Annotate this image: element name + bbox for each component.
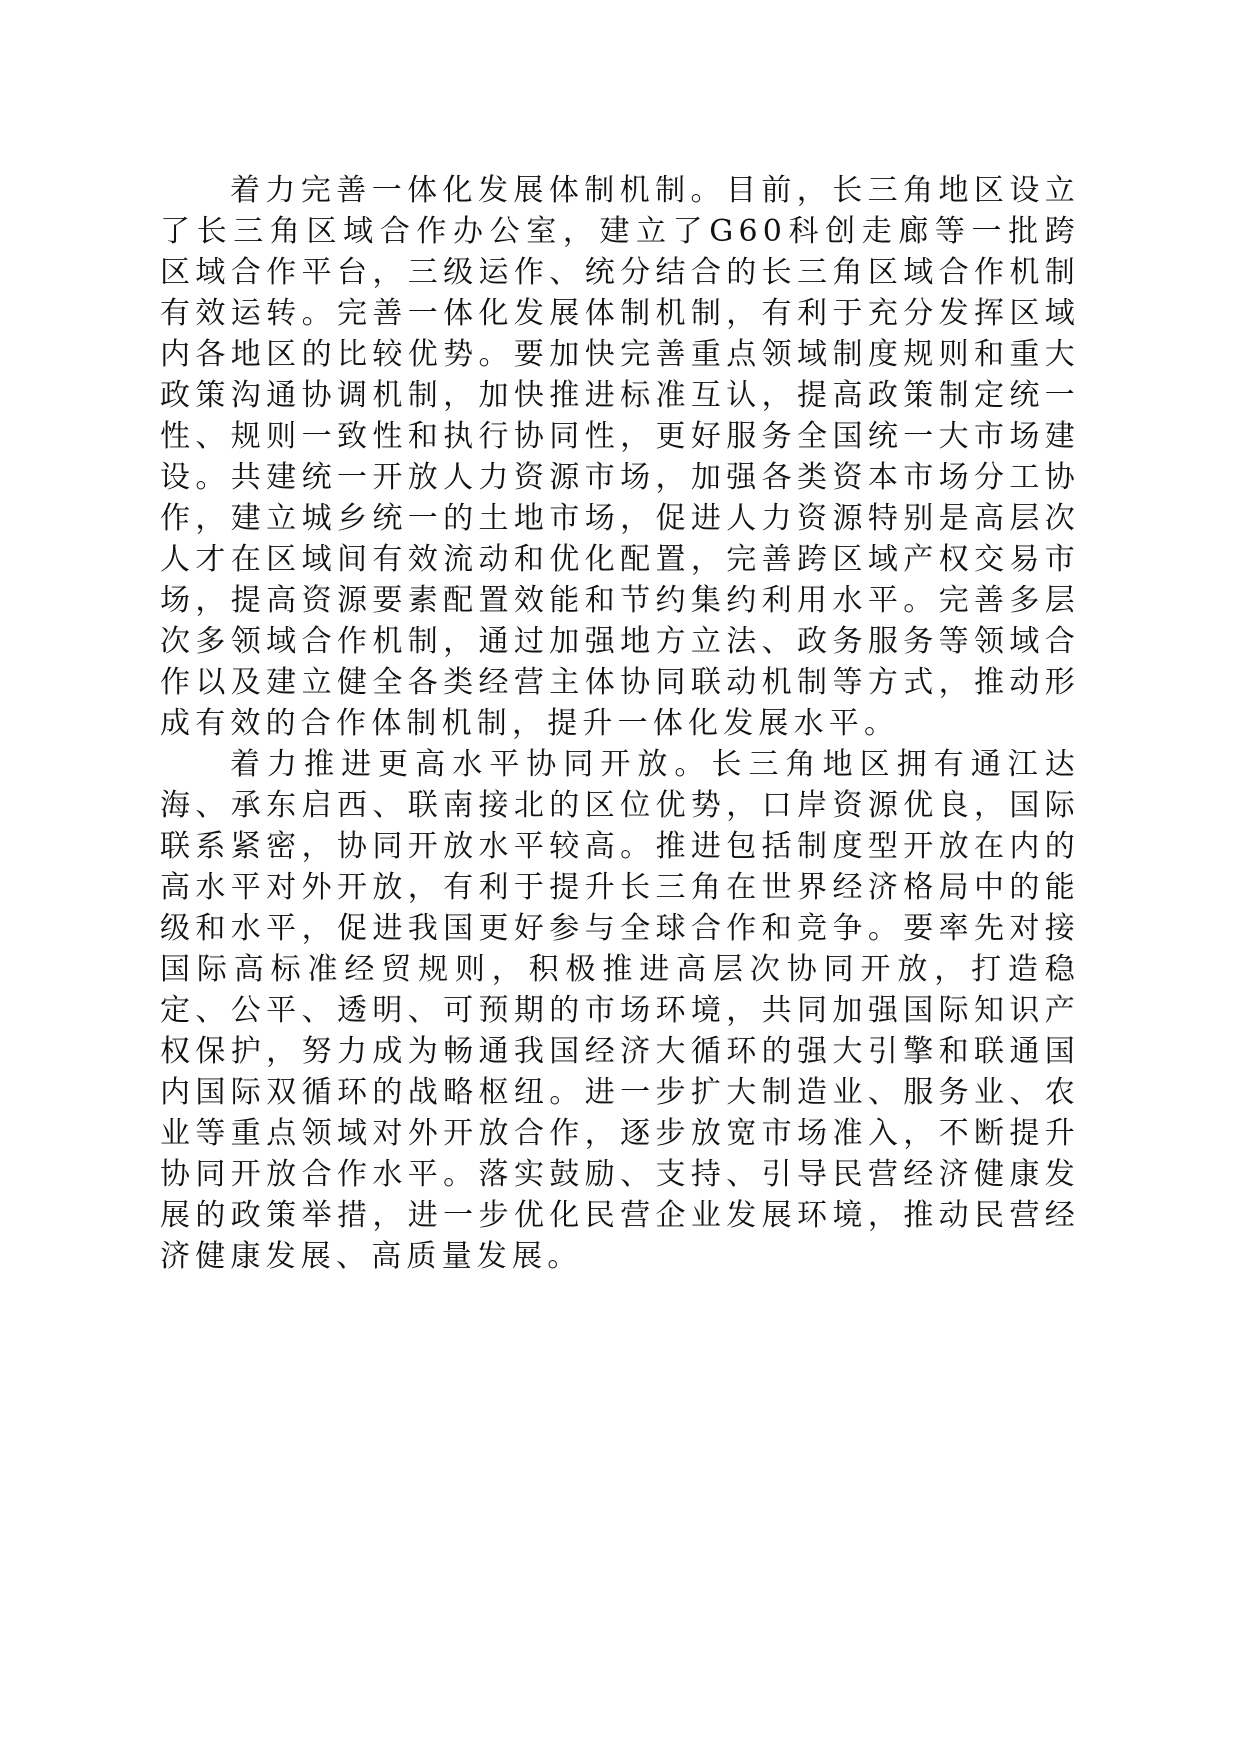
- document-body: [160, 170, 1080, 1277]
- paragraph-coordinated-opening: 着力推进更高水平协同开放。长三角地区拥有通江达海、承东启西、联南接北的区位优势，口岸资源优良，国际联系紧密，协同开放水平较高。推进包括制度型开放在内的高水平对外开放，有利于提升长三角在世界经济格局中的能级和水平，促进我国更好参与全球合作和竞争。要率先对接国际高标准经贸规则，积极推进高层次协同开放，打造稳定、公平、透明、可预期的市场环境，共同加强国际知识产权保护，努力成为畅通我国经济大循环的强大引擎和联通国内国际双循环的战略枢纽。进一步扩大制造业、服务业、农业等重点领域对外开放合作，逐步放宽市场准入，不断提升协同开放合作水平。落实鼓励、支持、引导民营经济健康发展的政策举措，进一步优化民营企业发展环境，推动民营经济健康发展、高质量发展。: [160, 747, 1080, 1274]
- paragraph-integration-mechanism: 着力完善一体化发展体制机制。目前，长三角地区设立了长三角区域合作办公室，建立了G60科创走廊等一批跨区域合作平台，三级运作、统分结合的长三角区域合作机制有效运转。完善一体化发展体制机制，有利于充分发挥区域内各地区的比较优势。要加快完善重点领域制度规则和重大政策沟通协调机制，加快推进标准互认，提高政策制定统一性、规则一致性和执行协同性，更好服务全国统一大市场建设。共建统一开放人力资源市场，加强各类资本市场分工协作，建立城乡统一的土地市场，促进人力资源特别是高层次人才在区域间有效流动和优化配置，完善跨区域产权交易市场，提高资源要素配置效能和节约集约利用水平。完善多层次多领域合作机制，通过加强地方立法、政务服务等领域合作以及建立健全各类经营主体协同联动机制等方式，推动形成有效的合作体制机制，提升一体化发展水平。: [160, 173, 1080, 741]
